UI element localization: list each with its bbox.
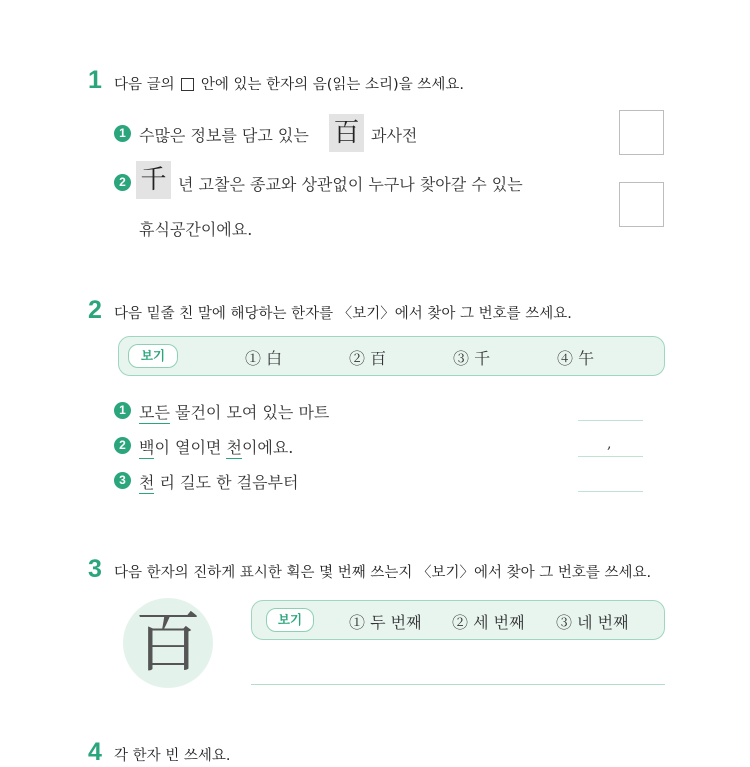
question-4-number: 4 <box>88 738 102 766</box>
instruction-part: 다음 글의 <box>114 77 175 93</box>
q2-option-1: ① 白 <box>245 349 283 368</box>
item-number-badge: 2 <box>114 437 131 454</box>
sentence-mid: 이 열이면 <box>154 438 227 457</box>
blank-square-icon <box>181 78 194 91</box>
q2-option-4: ④ 午 <box>557 349 595 368</box>
q1-item1-text-after: 과사전 <box>371 126 418 145</box>
q3-answer-line[interactable] <box>251 684 665 685</box>
q2-bogi-box <box>118 336 665 376</box>
q2-item2-text <box>139 435 293 458</box>
underlined-word: 천 <box>139 473 155 492</box>
q1-item2-hanja-box: 千 <box>136 161 171 199</box>
item-number-badge: 3 <box>114 472 131 489</box>
q2-option-2: ② 百 <box>349 349 387 368</box>
underlined-word: 천 <box>226 438 242 457</box>
q1-item1-answer-box[interactable] <box>619 110 664 155</box>
q1-item1-hanja-box: 百 <box>329 114 364 152</box>
item-number-badge: 1 <box>114 402 131 419</box>
q3-bogi-label: 보기 <box>266 608 314 632</box>
q2-option-3: ③ 千 <box>453 349 491 368</box>
underlined-word: 모든 <box>139 403 170 422</box>
q2-item1-text <box>139 400 329 423</box>
answer-separator-comma: , <box>607 436 612 452</box>
question-3-number: 3 <box>88 555 102 583</box>
q1-item2-text-line2: 휴식공간이에요. <box>139 220 253 239</box>
q1-item1-text-before: 수많은 정보를 담고 있는 <box>139 126 309 145</box>
sentence-rest: 물건이 모여 있는 마트 <box>169 403 330 422</box>
item-number-badge: 2 <box>114 174 131 191</box>
q2-item1-answer-line[interactable] <box>578 420 643 421</box>
question-2-instruction: 다음 밑줄 친 말에 해당하는 한자를 〈보기〉에서 찾아 그 번호를 쓰세요. <box>114 306 572 322</box>
q2-item3-answer-line[interactable] <box>578 491 643 492</box>
sentence-rest: 리 길도 한 걸음부터 <box>154 473 299 492</box>
q1-item2-answer-box[interactable] <box>619 182 664 227</box>
q3-hanja: 百 <box>135 604 201 681</box>
q3-option-1: ① 두 번째 <box>349 613 422 632</box>
q2-bogi-label: 보기 <box>128 344 178 368</box>
question-3-instruction: 다음 한자의 진하게 표시한 획은 몇 번째 쓰는지 〈보기〉에서 찾아 그 번호를 쓰세요. <box>114 565 652 581</box>
q1-item2-text: 년 고찰은 종교와 상관없이 누구나 찾아갈 수 있는 <box>178 175 523 194</box>
q3-bogi-box <box>251 600 665 640</box>
question-1-number: 1 <box>88 66 102 94</box>
instruction-part: 안에 있는 한자의 음(읽는 소리)을 쓰세요. <box>200 77 464 93</box>
q2-item2-answer-line[interactable] <box>578 456 643 457</box>
question-2-number: 2 <box>88 296 102 324</box>
question-1-instruction <box>114 73 464 94</box>
q2-item3-text <box>139 470 298 493</box>
question-4-instruction: 각 한자 빈 쓰세요. <box>114 748 231 764</box>
item-number-badge: 1 <box>114 125 131 142</box>
sentence-rest: 이에요. <box>241 438 294 457</box>
q3-option-3: ③ 네 번째 <box>556 613 629 632</box>
q3-option-2: ② 세 번째 <box>452 613 525 632</box>
underlined-word: 백 <box>139 438 155 457</box>
